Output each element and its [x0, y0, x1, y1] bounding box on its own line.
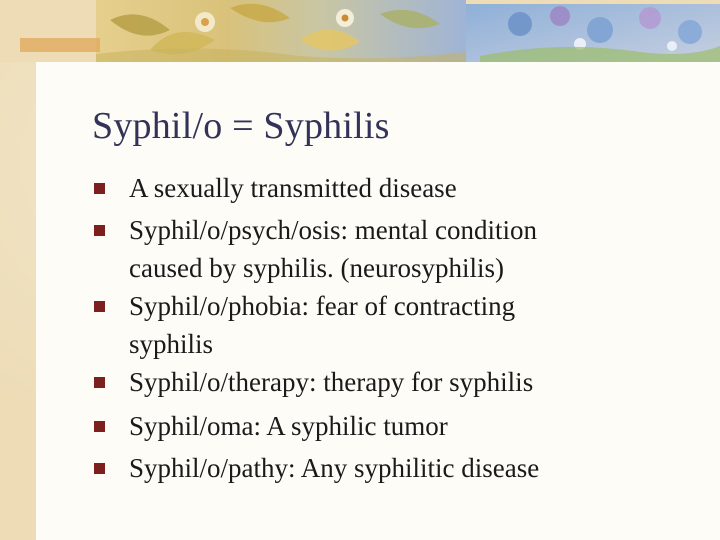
- bullet-text-line: syphilis: [129, 329, 214, 359]
- decorative-floral-banner: [0, 0, 720, 62]
- square-bullet-icon: [94, 301, 105, 312]
- bullet-text-line: Syphil/o/pathy: Any syphilitic disease: [129, 453, 540, 483]
- square-bullet-icon: [94, 463, 105, 474]
- square-bullet-icon: [94, 377, 105, 388]
- slide-title: Syphil/o = Syphilis: [92, 105, 390, 147]
- square-bullet-icon: [94, 225, 105, 236]
- bullet-text-line: A sexually transmitted disease: [129, 173, 457, 203]
- bullet-text-line: Syphil/o/phobia: fear of contracting: [129, 291, 516, 321]
- bullet-text-line: Syphil/oma: A syphilic tumor: [129, 411, 448, 441]
- bullet-text-line: Syphil/o/therapy: therapy for syphilis: [129, 367, 534, 397]
- bullet-text-line: caused by syphilis. (neurosyphilis): [129, 253, 504, 283]
- floral-banner-image: [0, 0, 720, 62]
- bullet-text-line: Syphil/o/psych/osis: mental condition: [129, 215, 537, 245]
- square-bullet-icon: [94, 421, 105, 432]
- square-bullet-icon: [94, 183, 105, 194]
